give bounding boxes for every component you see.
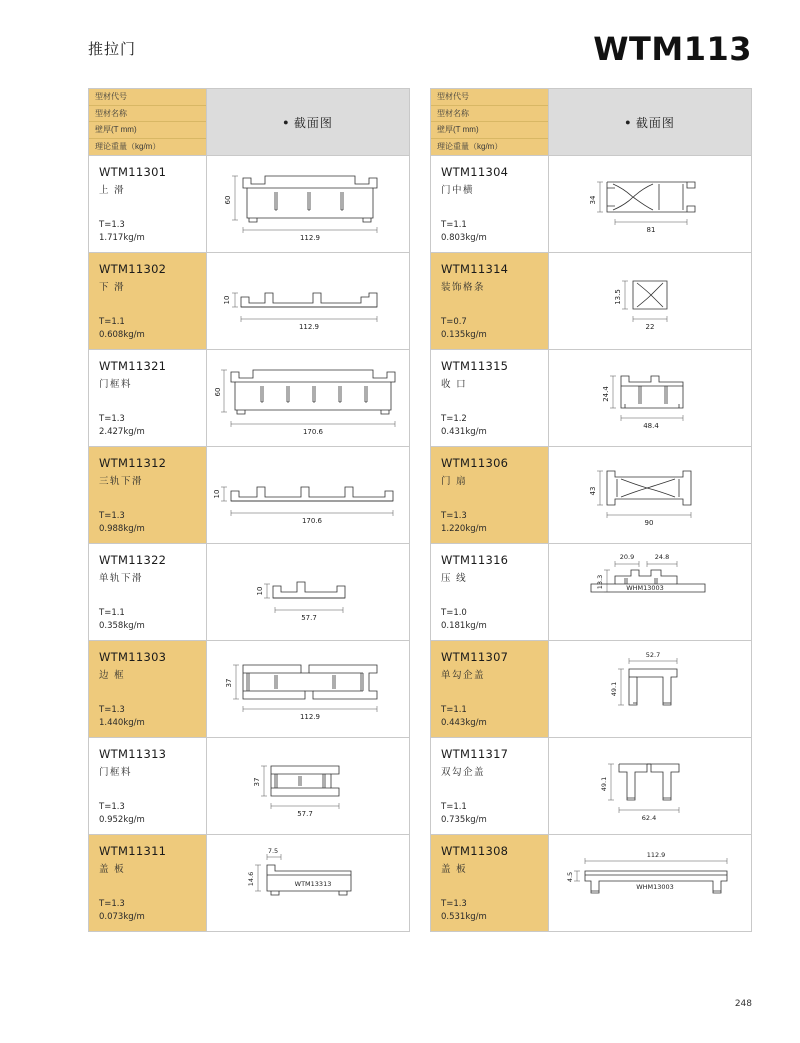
section-drawing-svg [555, 453, 745, 537]
profile-name: 单轨下滑 [99, 573, 144, 584]
header-label-name: 型材名称 [89, 106, 206, 123]
profile-thickness: T=1.3 [441, 899, 467, 909]
left-column [88, 88, 410, 932]
profile-code: WTM11315 [441, 359, 509, 373]
profile-thickness: T=1.3 [99, 705, 125, 715]
table-row [431, 835, 752, 932]
profile-info [89, 447, 207, 544]
profile-weight: 1.717kg/m [99, 233, 145, 243]
profile-weight: 0.988kg/m [99, 524, 145, 534]
profile-info [89, 835, 207, 932]
dim-height: 10 [256, 586, 264, 596]
profile-drawing [549, 253, 752, 350]
table-row [431, 253, 752, 350]
profile-name: 门 扇 [441, 476, 468, 487]
profile-drawing [207, 544, 410, 641]
dim-height: 10 [223, 295, 231, 305]
profile-name: 收 口 [441, 379, 468, 390]
table-row [89, 641, 410, 738]
header-drawing-text: 截面图 [635, 115, 675, 130]
table-header-row [431, 89, 752, 156]
profile-thickness: T=0.7 [441, 317, 467, 327]
profile-info [89, 350, 207, 447]
header-label-weight: 理论重量（kg/m） [437, 141, 503, 151]
dim-width: 62.4 [641, 814, 657, 822]
profile-name: 三轨下滑 [99, 476, 144, 487]
profile-name: 门框料 [99, 767, 133, 778]
profile-drawing [549, 447, 752, 544]
page-title: 推拉门 [88, 41, 137, 58]
header-label-thickness: 壁厚(T mm) [89, 122, 206, 139]
profile-name: 上 滑 [99, 185, 126, 196]
profile-thickness: T=1.1 [441, 705, 467, 715]
table-row [431, 447, 752, 544]
dim-height: 60 [224, 195, 232, 205]
profile-thickness: T=1.3 [99, 802, 125, 812]
dim-height: 49.1 [610, 681, 618, 697]
header-drawing-text: 截面图 [293, 115, 333, 130]
profile-weight: 0.135kg/m [441, 330, 487, 340]
profile-thickness: T=1.2 [441, 414, 467, 424]
table-row [431, 544, 752, 641]
header-label-drawing [549, 89, 752, 156]
dim-height: 60 [214, 387, 222, 397]
profile-info [89, 641, 207, 738]
section-drawing-svg [213, 259, 403, 343]
bullet-icon: ● [625, 116, 632, 127]
dim-width: 112.9 [298, 323, 320, 331]
dim-width: 170.6 [302, 428, 324, 436]
profile-drawing [207, 253, 410, 350]
dim-width-2: 24.8 [654, 553, 670, 561]
profile-info [431, 835, 549, 932]
dim-width: 90 [644, 519, 654, 527]
profile-code: WTM11321 [99, 359, 167, 373]
profile-weight: 0.608kg/m [99, 330, 145, 340]
profile-info [431, 350, 549, 447]
profile-code: WTM11304 [441, 165, 509, 179]
profile-thickness: T=1.1 [441, 220, 467, 230]
profile-code: WTM11306 [441, 456, 509, 470]
profile-drawing [549, 544, 752, 641]
profile-weight: 0.952kg/m [99, 815, 145, 825]
dim-width: 112.9 [299, 234, 321, 242]
section-drawing-svg [213, 162, 403, 246]
profile-weight: 1.440kg/m [99, 718, 145, 728]
dim-height: 24.4 [602, 386, 610, 402]
profile-name: 盖 板 [441, 864, 468, 875]
table-row [431, 156, 752, 253]
profile-weight: 0.531kg/m [441, 912, 487, 922]
profile-thickness: T=1.3 [99, 220, 125, 230]
profile-name: 双勾企盖 [441, 767, 486, 778]
dim-width: 112.9 [646, 851, 666, 859]
profile-thickness: T=1.3 [99, 899, 125, 909]
dim-height: 4.5 [566, 871, 574, 883]
profile-info [89, 253, 207, 350]
dim-width: 81 [646, 226, 656, 234]
profile-info [89, 544, 207, 641]
profile-thickness: T=1.3 [441, 511, 467, 521]
dim-width: 20.9 [619, 553, 635, 561]
section-drawing-svg [213, 744, 403, 828]
dim-width: 48.4 [643, 422, 659, 430]
profile-code: WTM11316 [441, 553, 509, 567]
profile-thickness: T=1.1 [99, 317, 125, 327]
section-drawing-svg [213, 453, 403, 537]
profile-weight: 0.803kg/m [441, 233, 487, 243]
header-label-weight: 理论重量（kg/m） [95, 141, 161, 151]
dim-height: 49.1 [600, 776, 608, 792]
header-label-drawing [207, 89, 410, 156]
profile-code: WTM11311 [99, 844, 167, 858]
profile-weight: 1.220kg/m [441, 524, 487, 534]
profile-weight: 0.181kg/m [441, 621, 487, 631]
profile-weight: 2.427kg/m [99, 427, 145, 437]
bullet-icon: ● [283, 116, 290, 127]
profile-name: 下 滑 [99, 282, 126, 293]
header-label-code: 型材代号 [89, 89, 206, 106]
profile-code: WTM11322 [99, 553, 167, 567]
profile-drawing [207, 156, 410, 253]
profile-drawing [207, 835, 410, 932]
profile-code: WTM11313 [99, 747, 167, 761]
profile-drawing [549, 641, 752, 738]
profile-info [431, 544, 549, 641]
page-header [88, 30, 752, 76]
dim-height: 13.5 [614, 289, 622, 305]
section-drawing-svg [213, 550, 403, 634]
profile-thickness: T=1.1 [99, 608, 125, 618]
profile-code: WTM11317 [441, 747, 509, 761]
header-label-thickness: 壁厚(T mm) [431, 122, 548, 139]
profile-drawing [207, 350, 410, 447]
profile-thickness: T=1.0 [441, 608, 467, 618]
profile-weight: 0.443kg/m [441, 718, 487, 728]
drawing-annotation: WHM13003 [636, 883, 674, 891]
dim-width: 22 [645, 323, 655, 331]
section-drawing-svg [555, 647, 745, 731]
dim-height: 10 [213, 489, 221, 499]
profile-table-right [430, 88, 752, 932]
profile-name: 压 线 [441, 573, 468, 584]
section-drawing-svg [213, 841, 403, 925]
table-row [431, 738, 752, 835]
profile-drawing [549, 350, 752, 447]
profile-info [431, 641, 549, 738]
section-drawing-svg [555, 550, 745, 634]
profile-name: 盖 板 [99, 864, 126, 875]
table-header-row [89, 89, 410, 156]
section-drawing-svg [555, 162, 745, 246]
profile-thickness: T=1.1 [441, 802, 467, 812]
table-row [431, 350, 752, 447]
dim-height: 14.6 [247, 871, 255, 887]
section-drawing-svg [555, 356, 745, 440]
profile-drawing [549, 156, 752, 253]
profile-drawing [549, 738, 752, 835]
table-row [431, 641, 752, 738]
dim-height: 34 [589, 195, 597, 205]
profile-code: WTM11301 [99, 165, 167, 179]
profile-code: WTM11308 [441, 844, 509, 858]
table-row [89, 835, 410, 932]
dim-width: 52.7 [645, 651, 661, 659]
dim-width: 57.7 [297, 810, 313, 818]
header-label-name: 型材名称 [431, 106, 548, 123]
dim-height: 37 [225, 678, 233, 688]
dim-height: 37 [253, 777, 261, 787]
profile-name: 门中横 [441, 185, 475, 196]
drawing-annotation: WHM13003 [626, 584, 664, 592]
profile-thickness: T=1.3 [99, 511, 125, 521]
table-row [89, 350, 410, 447]
profile-code: WTM11314 [441, 262, 509, 276]
profile-weight: 0.735kg/m [441, 815, 487, 825]
dim-width: 112.9 [299, 713, 321, 721]
profile-name: 边 框 [99, 670, 126, 681]
profile-thickness: T=1.3 [99, 414, 125, 424]
dim-width: 7.5 [267, 847, 279, 855]
profile-info [431, 738, 549, 835]
table-row [89, 447, 410, 544]
profile-info [89, 156, 207, 253]
section-drawing-svg [213, 356, 403, 440]
dim-width: 57.7 [301, 614, 317, 622]
section-drawing-svg [555, 744, 745, 828]
header-fields [89, 89, 207, 156]
header-label-code: 型材代号 [431, 89, 548, 106]
profile-table-left [88, 88, 410, 932]
profile-weight: 0.431kg/m [441, 427, 487, 437]
table-row [89, 544, 410, 641]
dim-width: 170.6 [301, 517, 323, 525]
profile-drawing [207, 738, 410, 835]
series-code: WTM113 [593, 30, 752, 68]
profile-name: 装饰格条 [441, 282, 486, 293]
profile-code: WTM11302 [99, 262, 167, 276]
profile-code: WTM11312 [99, 456, 167, 470]
profile-code: WTM11307 [441, 650, 509, 664]
profile-drawing [549, 835, 752, 932]
profile-info [431, 253, 549, 350]
profile-info [431, 447, 549, 544]
profile-name: 门框料 [99, 379, 133, 390]
header-fields [431, 89, 549, 156]
dim-height: 43 [589, 486, 597, 496]
right-column [430, 88, 752, 932]
section-drawing-svg [555, 841, 745, 925]
dim-height: 13.3 [596, 574, 604, 590]
profile-name: 单勾企盖 [441, 670, 486, 681]
drawing-annotation: WTM13313 [294, 880, 332, 888]
page-number: 248 [734, 999, 752, 1009]
profile-drawing [207, 641, 410, 738]
profile-info [89, 738, 207, 835]
section-drawing-svg [213, 647, 403, 731]
profile-drawing [207, 447, 410, 544]
profile-weight: 0.073kg/m [99, 912, 145, 922]
profile-info [431, 156, 549, 253]
profile-code: WTM11303 [99, 650, 167, 664]
table-row [89, 738, 410, 835]
table-row [89, 253, 410, 350]
section-drawing-svg [555, 259, 745, 343]
profile-weight: 0.358kg/m [99, 621, 145, 631]
table-row [89, 156, 410, 253]
